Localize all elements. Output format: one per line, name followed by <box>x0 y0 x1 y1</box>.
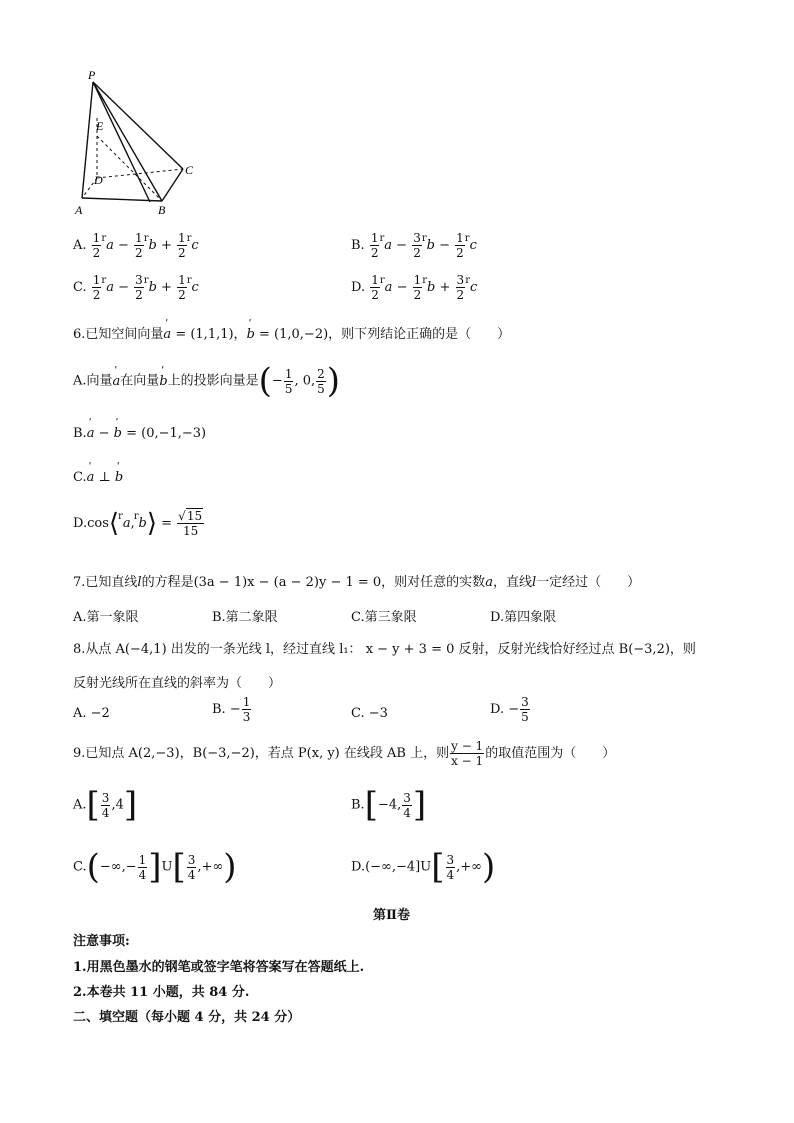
part2-title: 第Ⅱ卷 <box>373 908 410 923</box>
option-label: B. <box>351 238 365 253</box>
q8-option-a[interactable]: A. −2 <box>73 706 110 721</box>
option-label: A. <box>73 238 87 253</box>
pyramid-figure <box>70 66 210 221</box>
notice-item-2: 2.本卷共 11 小题，共 84 分. <box>73 985 250 1000</box>
q8-stem-line1: 8.从点 A(−4,1) 出发的一条光线 l，经过直线 l₁： x − y + 3 = 0 反射，反射光线恰好经过点 B(−3,2)，则 <box>73 642 696 657</box>
q6-option-a[interactable]: A.向量ʹ a在向量ʹ b上的投影向量是(− $\frac{1}{5}$ , 0, $\frac{2}{5}$ ) <box>73 364 340 398</box>
q8-option-d[interactable]: D. − $\frac{3}{5}$ <box>490 695 529 724</box>
q6-option-c[interactable]: C.ʹ a ⊥ ʹ b <box>73 470 123 485</box>
q8-option-c[interactable]: C. −3 <box>351 706 388 721</box>
label-E: E <box>96 119 104 133</box>
q5-option-c[interactable]: C. $\frac{1}{2}$ $^r$a − $\frac{3}{2}$ $^r$b + $\frac{1}{2}$ $^r$c <box>73 273 199 302</box>
label-P: P <box>88 68 96 82</box>
q7-option-b[interactable]: B.第二象限 <box>212 610 278 625</box>
q6-stem: 6.已知空间向量ʹ a = (1,1,1)，ʹ b = (1,0,−2)，则下列结论正确的是（ ） <box>73 323 510 342</box>
notice-item-1: 1.用黑色墨水的钢笔或签字笔将答案写在答题纸上. <box>73 960 365 975</box>
section-heading: 二、填空题（每小题 4 分，共 24 分） <box>73 1010 301 1025</box>
option-label: C. <box>73 280 87 295</box>
q5-option-b[interactable]: B. $\frac{1}{2}$ $^r$a − $\frac{3}{2}$ $^r$b − $\frac{1}{2}$ $^r$c <box>351 231 477 260</box>
q7-stem: 7.已知直线l的方程是(3a − 1)x − (a − 2)y − 1 = 0，则对任意的实数a，直线l一定经过（ ） <box>73 575 641 590</box>
q7-option-c[interactable]: C.第三象限 <box>351 610 417 625</box>
label-A: A <box>75 203 83 217</box>
q9-option-d[interactable]: D.(−∞,−4]U[ $\frac{3}{4}$ ,+∞) <box>351 847 496 887</box>
q7-option-a[interactable]: A.第一象限 <box>73 610 139 625</box>
q9-stem: 9.已知点 A(2,−3)，B(−3,−2)，若点 P(x, y) 在线段 AB 上，则 $\frac{y - 1}{x - 1}$ 的取值范围为（ ） <box>73 739 616 768</box>
label-D: D <box>94 173 103 187</box>
q6-option-d[interactable]: D.cos⟨$^r$a,$^r$b⟩ = $\frac{√15}{15}$ <box>73 508 203 539</box>
notice-title: 注意事项: <box>73 934 130 949</box>
label-C: C <box>185 163 194 177</box>
q5-option-d[interactable]: D. $\frac{1}{2}$ $^r$a − $\frac{1}{2}$ $^r$b + $\frac{3}{2}$ $^r$c <box>351 273 478 302</box>
q9-option-c[interactable]: C.(−∞,− $\frac{1}{4}$ ]U[ $\frac{3}{4}$ ,+∞) <box>73 847 237 887</box>
q9-option-b[interactable]: B.[−4, $\frac{3}{4}$ ] <box>351 785 427 825</box>
q9-option-a[interactable]: A.[ $\frac{3}{4}$ ,4] <box>73 785 138 825</box>
q6-option-b[interactable]: B.ʹ a − ʹ b = (0,−1,−3) <box>73 426 206 441</box>
q7-option-d[interactable]: D.第四象限 <box>490 610 557 625</box>
option-label: D. <box>351 280 366 295</box>
label-B: B <box>158 203 166 217</box>
q8-stem-line2: 反射光线所在直线的斜率为（ ） <box>73 676 282 691</box>
q8-option-b[interactable]: B. − $\frac{1}{3}$ <box>212 695 251 724</box>
q5-option-a[interactable]: A. $\frac{1}{2}$ $^r$a − $\frac{1}{2}$ $^r$b + $\frac{1}{2}$ $^r$c <box>73 231 199 260</box>
